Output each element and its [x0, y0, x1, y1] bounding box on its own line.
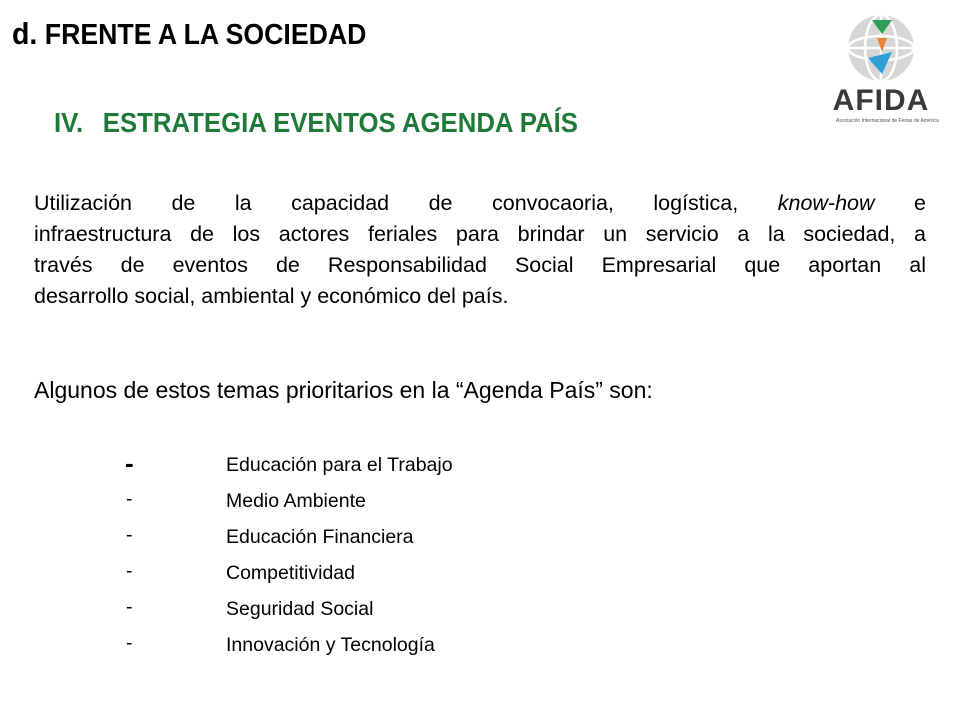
intro-paragraph [34, 188, 926, 312]
bullet-dash: - [126, 596, 133, 618]
paragraph-line-4: desarrollo social, ambiental y económico del país. [34, 284, 509, 308]
bullet-dash: - [126, 632, 133, 654]
list-item-label: Educación Financiera [226, 526, 414, 548]
globe-logo-icon [826, 12, 936, 92]
list-item [0, 520, 960, 554]
bullet-dash: - [125, 448, 134, 478]
know-how-emphasis: know-how [777, 191, 875, 215]
agenda-intro: Algunos de estos temas prioritarios en la “Agenda País” son: [34, 377, 653, 403]
bullet-dash: - [126, 524, 133, 546]
title-letter: d. [12, 16, 38, 51]
paragraph-line-3: través de eventos de Responsabilidad Social Empresarial que aportan al [34, 253, 926, 277]
title-text: FRENTE A LA SOCIEDAD [44, 19, 367, 51]
list-item-label: Competitividad [226, 562, 355, 584]
list-item [0, 592, 960, 626]
bullet-dash: - [126, 488, 133, 510]
section-subtitle [54, 107, 578, 139]
section-title: ESTRATEGIA EVENTOS AGENDA PAÍS [102, 107, 578, 138]
line1-text: Utilización de la capacidad de convocaoria, logística, [34, 191, 739, 215]
slide-title [12, 16, 366, 52]
list-item-label: Educación para el Trabajo [226, 454, 453, 476]
list-item [0, 628, 960, 662]
paragraph-line-1 [34, 188, 926, 219]
logo-tagline: Asociación Internacional de Ferias de América [836, 118, 939, 124]
line1-end: e [914, 191, 926, 215]
logo-brand: AFIDA [832, 84, 930, 117]
bullet-dash: - [126, 560, 133, 582]
list-item [0, 484, 960, 518]
section-numeral: IV. [54, 107, 84, 138]
list-item [0, 448, 960, 482]
list-item [0, 556, 960, 590]
list-item-label: Innovación y Tecnología [226, 634, 435, 656]
paragraph-line-2: infraestructura de los actores feriales para brindar un servicio a la sociedad, a [34, 222, 926, 246]
list-item-label: Medio Ambiente [226, 490, 366, 512]
afida-logo [826, 12, 939, 130]
list-item-label: Seguridad Social [226, 598, 374, 620]
